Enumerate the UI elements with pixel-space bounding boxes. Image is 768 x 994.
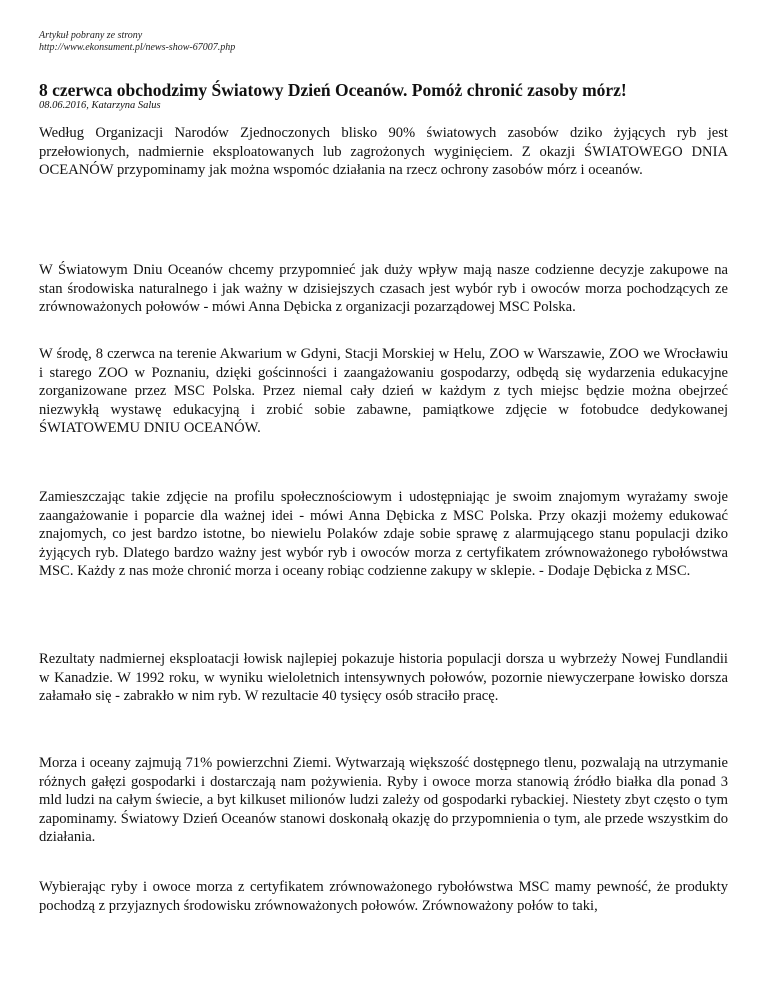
source-note: [39, 30, 235, 53]
source-label: Artykuł pobrany ze strony: [39, 30, 143, 41]
paragraph-3: W środę, 8 czerwca na terenie Akwarium w Gdyni, Stacji Morskiej w Helu, ZOO w Warszawie, ZOO we Wrocławiu i starego ZOO w Poznaniu, dzięki gościnności i zaangażowaniu gospodarzy, odbędą się wydarzenia edukacyjne zorganizowane przez MSC Polska. Przez niemal cały dzień w każdym z tych miejsc będzie można obejrzeć niezwykłą wystawę edukacyjną i zrobić sobie zabawne, pamiątkowe zdjęcie w fotobudce dedykowanej ŚWIATOWEMU DNIU OCEANÓW.: [39, 346, 728, 437]
source-url[interactable]: http://www.ekonsument.pl/news-show-67007.php: [39, 41, 236, 53]
paragraph-5: Rezultaty nadmiernej eksploatacji łowisk najlepiej pokazuje historia populacji dorsza u wybrzeży Nowej Fundlandii w Kanadzie. W 1992 roku, w wyniku wieloletnich intensywnych połowów, pozornie niewyczerpane łowisko dorsza załamało się - zabrakło w nim ryb. W rezultacie 40 tysięcy osób straciło pracę.: [39, 651, 728, 705]
paragraph-4: Zamieszczając takie zdjęcie na profilu społecznościowym i udostępniając je swoim znajomym wyrażamy swoje zaangażowanie i poparcie dla ważnej idei - mówi Anna Dębicka z MSC Polska. Przy okazji możemy edukować znajomych, co jest bardzo istotne, bo niewielu Polaków zdaje sobie sprawę z alarmującego stanu populacji dziko żyjących ryb. Dlatego bardzo ważny jest wybór ryb i owoców morza z certyfikatem zrównoważonego rybołówstwa MSC. Każdy z nas może chronić morza i oceany robiąc codzienne zakupy w sklepie. - Dodaje Dębicka z MSC.: [39, 489, 728, 580]
article-title: 8 czerwca obchodzimy Światowy Dzień Oceanów. Pomóż chronić zasoby mórz!: [39, 80, 627, 100]
paragraph-1: Według Organizacji Narodów Zjednoczonych blisko 90% światowych zasobów dziko żyjących ryb jest przełowionych, nadmiernie eksploatowanych lub zagrożonych wyginięciem. Z okazji ŚWIATOWEGO DNIA OCEANÓW przypominamy jak można wspomóc działania na rzecz ochrony zasobów mórz i oceanów.: [39, 125, 728, 179]
paragraph-6: Morza i oceany zajmują 71% powierzchni Ziemi. Wytwarzają większość dostępnego tlenu, pozwalają na utrzymanie różnych gałęzi gospodarki i dostarczają nam pożywienia. Ryby i owoce morza stanowią źródło białka dla ponad 3 mld ludzi na całym świecie, a byt kilkuset milionów ludzi zależy od gospodarki rybackiej. Niestety zbyt często o tym zapominamy. Światowy Dzień Oceanów stanowi doskonałą okazję do przypomnienia o tym, ale przede wszystkim do działania.: [39, 755, 728, 846]
article-date-author: 08.06.2016, Katarzyna Salus: [39, 100, 161, 111]
paragraph-7: Wybierając ryby i owoce morza z certyfikatem zrównoważonego rybołówstwa MSC mamy pewność, że produkty pochodzą z przyjaznych środowisku zrównoważonych połowów. Zrównoważony połów to taki,: [39, 879, 728, 914]
paragraph-2: W Światowym Dniu Oceanów chcemy przypomnieć jak duży wpływ mają nasze codzienne decyzje zakupowe na stan środowiska naturalnego i jak ważny w dzisiejszych czasach jest wybór ryb i owoców morza pochodzących ze zrównoważonych połowów - mówi Anna Dębicka z organizacji pozarządowej MSC Polska.: [39, 262, 728, 316]
